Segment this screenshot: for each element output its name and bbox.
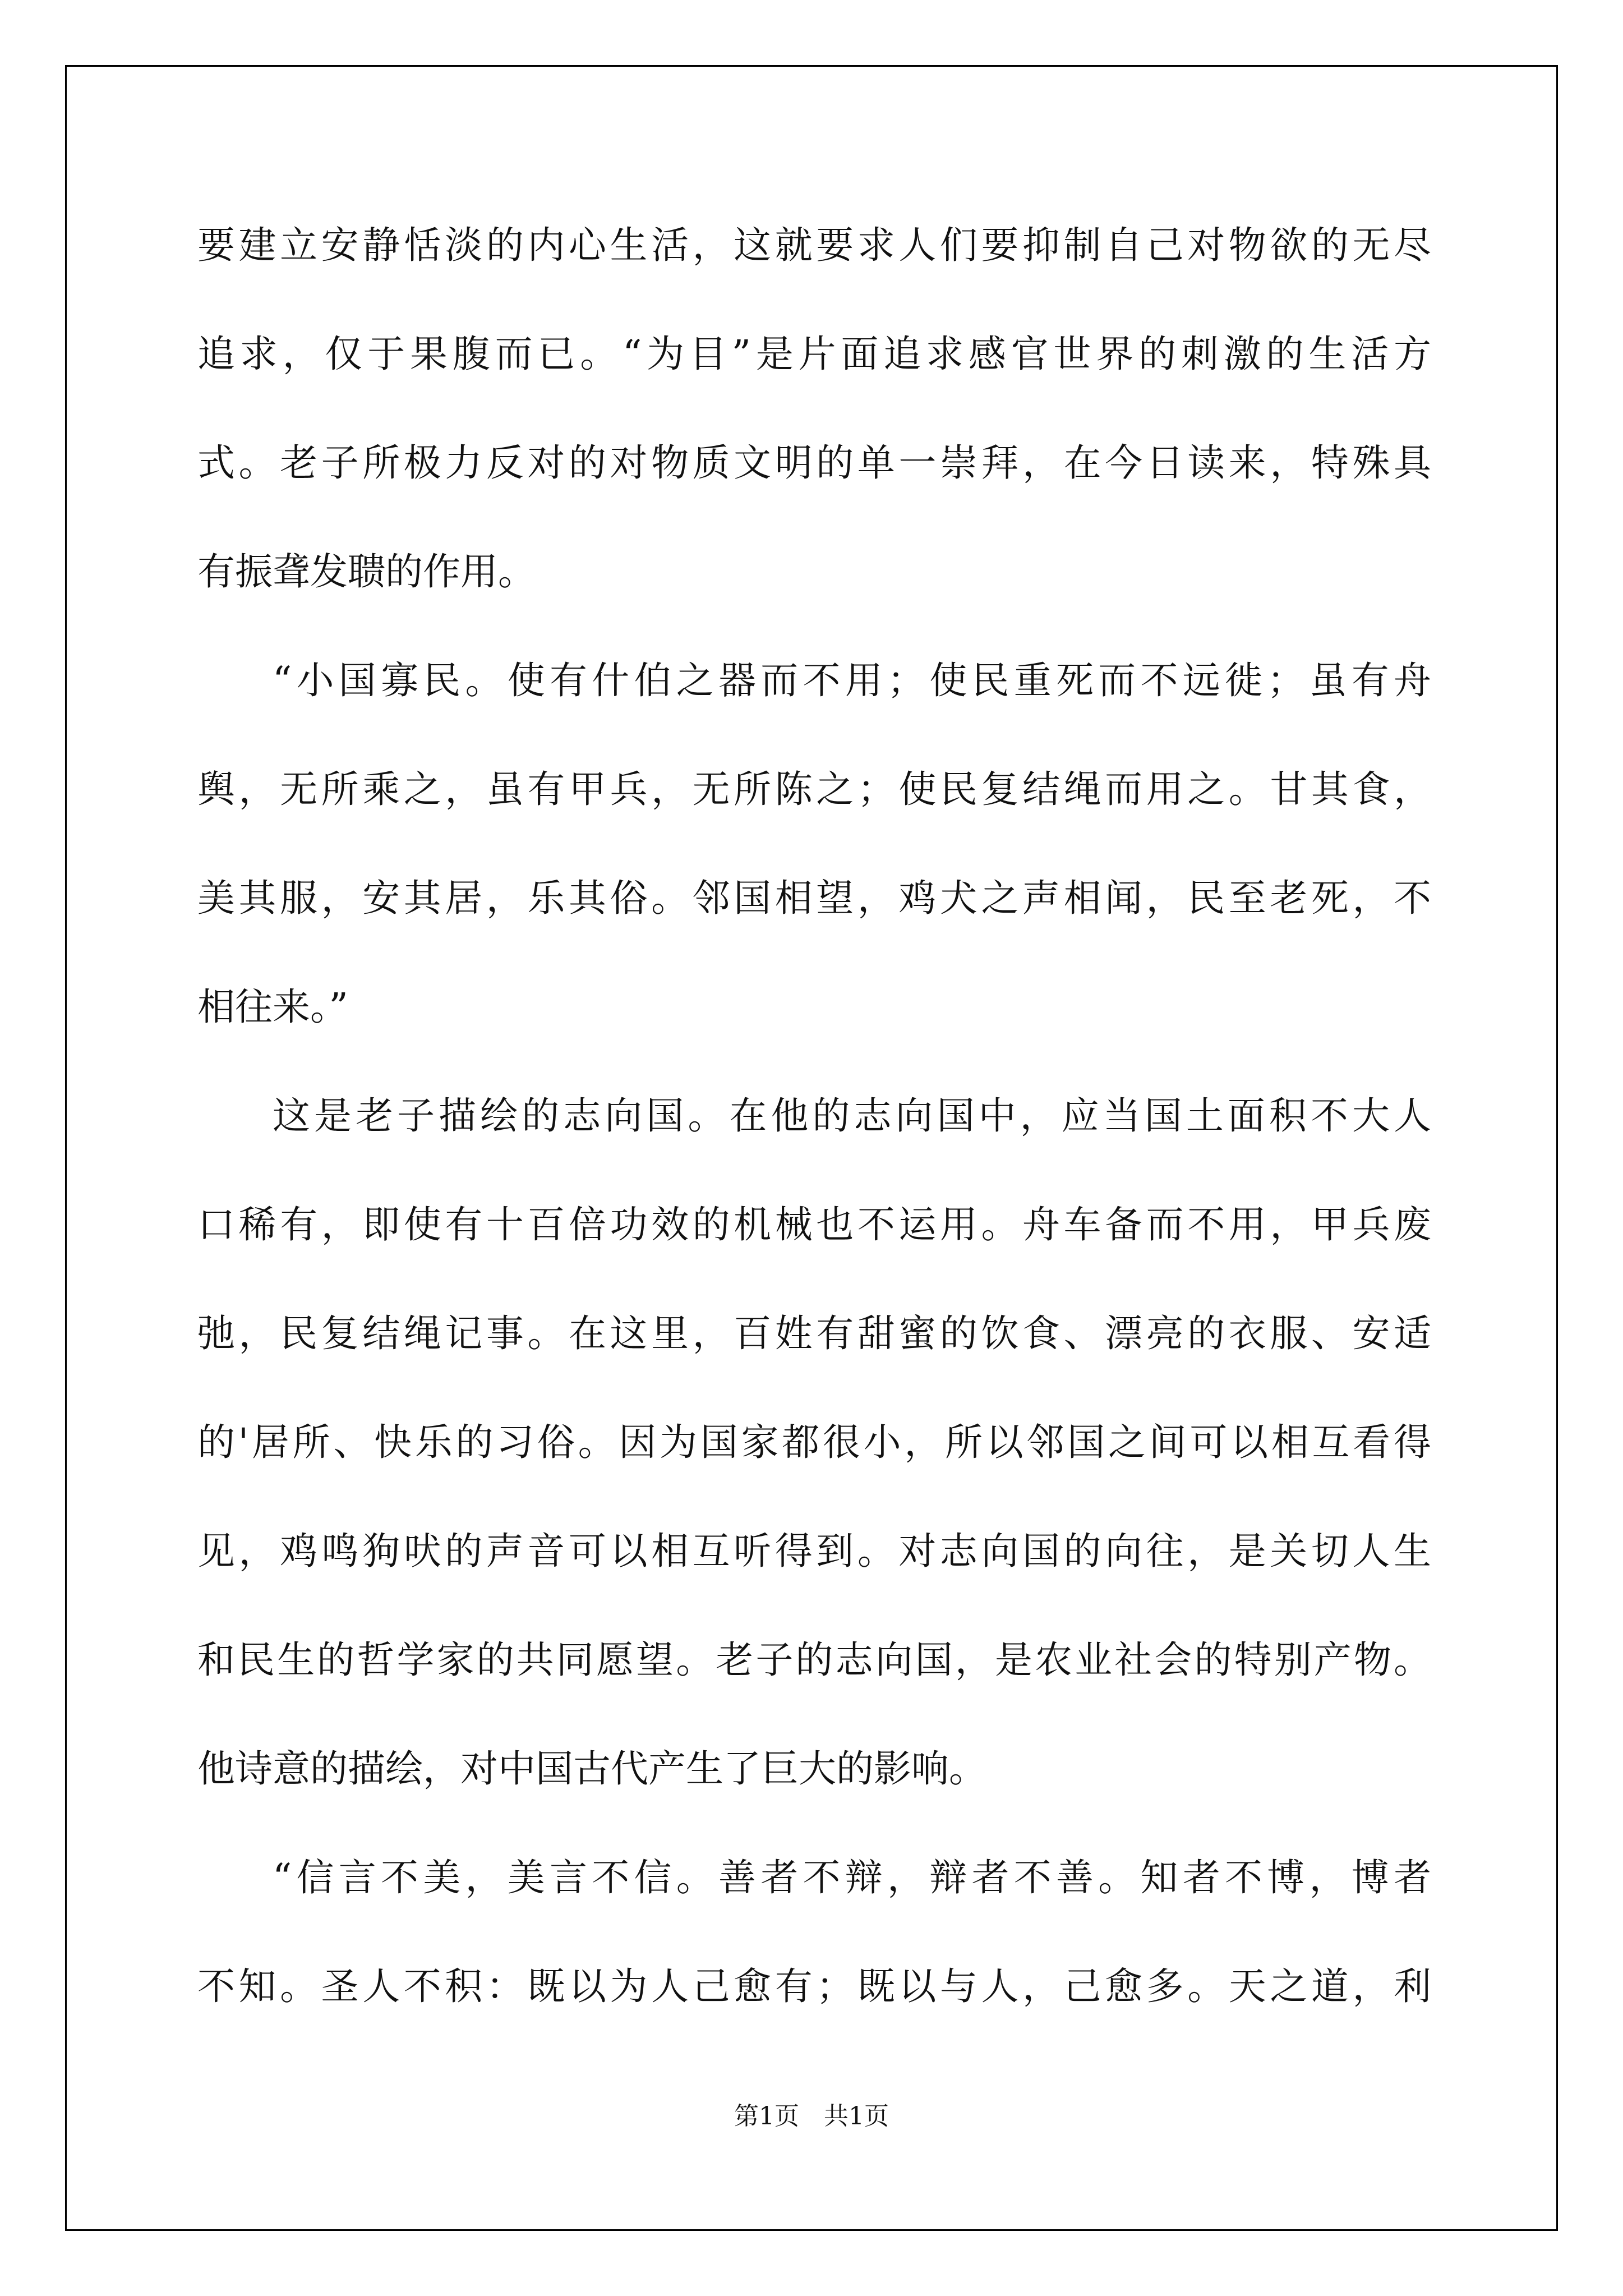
text-line: 的'居所、快乐的习俗。因为国家都很小，所以邻国之间可以相互看得 [197, 1420, 1431, 1464]
text-line: “小国寡民。使有什伯之器而不用；使民重死而不远徙；虽有舟 [273, 659, 1431, 702]
text-line: 有振聋发聩的作用。 [197, 550, 536, 593]
text-line: 见，鸡鸣狗吠的声音可以相互听得到。对志向国的向往，是关切人生 [197, 1529, 1431, 1573]
text-line: 美其服，安其居，乐其俗。邻国相望，鸡犬之声相闻，民至老死，不 [197, 876, 1431, 920]
text-line: “信言不美，美言不信。善者不辩，辩者不善。知者不博，博者 [273, 1856, 1431, 1899]
text-line: 相往来。” [197, 985, 348, 1029]
text-line: 式。老子所极力反对的对物质文明的单一崇拜，在今日读来，特殊具 [197, 441, 1431, 485]
page-footer: 第1页 共1页 [734, 2102, 889, 2131]
document-body [197, 191, 1431, 2041]
text-line: 要建立安静恬淡的内心生活，这就要求人们要抑制自己对物欲的无尽 [197, 223, 1431, 267]
text-line: 口稀有，即使有十百倍功效的机械也不运用。舟车备而不用，甲兵废 [197, 1203, 1431, 1246]
text-line: 和民生的哲学家的共同愿望。老子的志向国，是农业社会的特别产物。 [197, 1638, 1431, 1682]
text-line: 他诗意的描绘，对中国古代产生了巨大的影响。 [197, 1747, 986, 1791]
text-line: 这是老子描绘的志向国。在他的志向国中，应当国土面积不大人 [273, 1094, 1431, 1138]
text-line: 追求，仅于果腹而已。“为目”是片面追求感官世界的刺激的生活方 [197, 332, 1431, 376]
text-line: 弛，民复结绳记事。在这里，百姓有甜蜜的饮食、漂亮的衣服、安适 [197, 1312, 1431, 1355]
text-line: 舆，无所乘之，虽有甲兵，无所陈之；使民复结绳而用之。甘其食， [197, 767, 1431, 811]
text-line: 不知。圣人不积：既以为人己愈有；既以与人，己愈多。天之道，利 [197, 1964, 1431, 2008]
